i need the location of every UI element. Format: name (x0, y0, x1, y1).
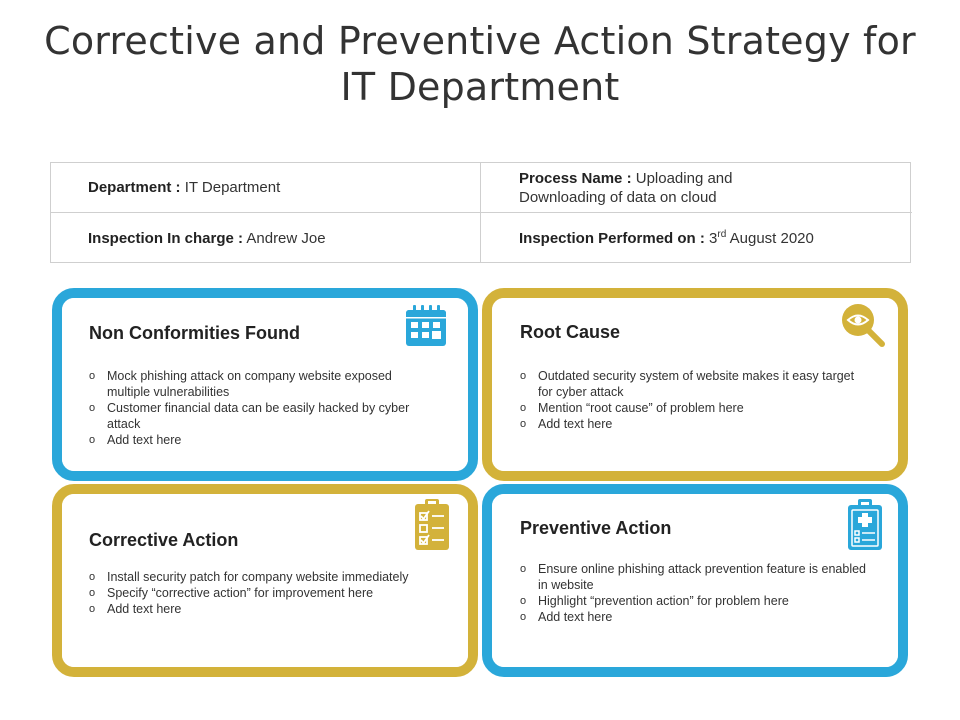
corrective-title: Corrective Action (89, 530, 239, 550)
department-value: IT Department (184, 179, 281, 196)
list-item: o Mock phishing attack on company website exposed multiple vulnerabilities (89, 368, 434, 400)
department-cell (51, 163, 481, 213)
inspection-cell (51, 213, 481, 263)
nonconformities-list (89, 368, 434, 448)
calendar-icon (404, 304, 448, 353)
rootcause-card (482, 288, 908, 481)
process-cell (481, 163, 912, 213)
nonconformities-title: Non Conformities Found (89, 323, 300, 343)
list-item: o Specify “corrective action” for improvement here (89, 585, 434, 601)
inspection-value: Andrew Joe (246, 229, 326, 247)
performed-cell (481, 213, 912, 263)
performed-day-suffix: rd (717, 228, 727, 240)
preventive-card (482, 484, 908, 677)
list-item: o Add text here (520, 416, 870, 432)
list-item: o Highlight “prevention action” for problem here (520, 593, 870, 609)
list-item: o Add text here (89, 601, 434, 617)
corrective-card (52, 484, 478, 677)
preventive-title: Preventive Action (520, 518, 672, 538)
list-item: o Outdated security system of website makes it easy target for cyber attack (520, 368, 870, 400)
list-item: o Customer financial data can be easily hacked by cyber attack (89, 400, 434, 432)
performed-month-year: August 2020 (729, 229, 814, 247)
medical-clipboard-icon (846, 498, 884, 557)
inspection-info-table (50, 162, 911, 263)
inspection-label: Inspection In charge : (88, 229, 244, 247)
preventive-list (520, 561, 870, 625)
department-label: Department : (88, 179, 181, 196)
nonconformities-card (52, 288, 478, 481)
list-item: o Install security patch for company website immediately (89, 569, 434, 585)
checklist-icon (412, 498, 452, 557)
corrective-list (89, 569, 434, 617)
process-label: Process Name : (519, 169, 632, 187)
process-value: Uploading and Downloading of data on cloud (519, 169, 733, 206)
performed-date (709, 230, 814, 247)
magnifier-eye-icon (840, 302, 888, 355)
rootcause-title: Root Cause (520, 322, 621, 342)
list-item: o Add text here (520, 609, 870, 625)
performed-day: 3 (709, 229, 718, 247)
page-title: Corrective and Preventive Action Strategy for IT Department (44, 19, 916, 109)
performed-label: Inspection Performed on : (519, 229, 705, 247)
rootcause-list (520, 368, 870, 432)
list-item: o Add text here (89, 432, 434, 448)
list-item: o Ensure online phishing attack prevention feature is enabled in website (520, 561, 870, 593)
list-item: o Mention “root cause” of problem here (520, 400, 870, 416)
